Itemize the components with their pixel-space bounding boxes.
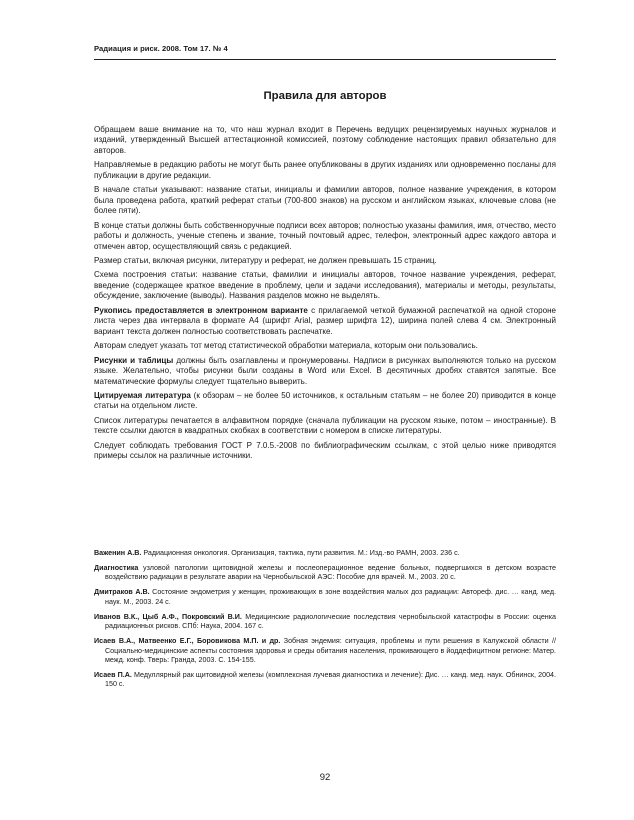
paragraph-text: (к обзорам – не более 50 источников, к остальным статьям – не более 20) приводится в конце статьи на отдельном листе. <box>94 390 556 411</box>
paragraph <box>94 270 556 301</box>
reference-text: Медуллярный рак щитовидной железы (комплексная лучевая диагностика и лечение): Дис. … канд. мед. наук. Обнинск, 2004. 150 с. <box>105 671 556 689</box>
paragraph-text: Список литературы печатается в алфавитном порядке (сначала публикации на русском языке, потом – иностранные). В тексте ссылки даются в квадратных скобках в соответствии с номером в списке литературы. <box>94 415 556 436</box>
reference-item <box>94 671 556 690</box>
paragraph-text: Авторам следует указать тот метод статистической обработки материала, которым они пользовались. <box>94 341 478 351</box>
header-divider <box>94 59 556 60</box>
reference-author: Диагностика <box>94 564 139 572</box>
paragraph-lead: Цитируемая литература <box>94 390 191 400</box>
paragraph-text: В конце статьи должны быть собственноручные подписи всех авторов; полностью указаны фамилия, имя, отчество, место работы и должность, ученые степень и звание, точный почтовый адрес, телефон, электронный адрес каждого автора и отмечен автор, осуществляющий связь с редакцией. <box>94 220 556 251</box>
author-guidelines-text <box>94 125 556 466</box>
reference-text: Состояние эндометрия у женщин, проживающих в зоне воздействия малых доз радиации: Автореф. дис. … канд. мед. наук. М., 2003. 24 с. <box>105 588 557 606</box>
paragraph-text: В начале статьи указывают: название статьи, инициалы и фамилии авторов, полное название учреждения, в котором была проведена работа, краткий реферат статьи (700-800 знаков) на русском и английском языках, ключевые слова (не более пяти). <box>94 185 556 216</box>
paragraph <box>94 391 556 412</box>
paragraph-lead: Рисунки и таблицы <box>94 355 174 365</box>
paragraph <box>94 221 556 252</box>
reference-author: Дмитраков А.В. <box>94 588 150 597</box>
paragraph-text: с прилагаемой четкой бумажной распечаткой на одной стороне листа через два интервала в формате А4 (шрифт Arial, размер шрифта 12), ширина полей слева 4 см. Электронный вариант текста должен полностью соответствовать распечатке. <box>94 305 556 336</box>
reference-author: Важенин А.В. <box>94 549 142 557</box>
reference-text: Радиационная онкология. Организация, тактика, пути развития. М.: Изд.-во РАМН, 2003. 236 с. <box>141 549 460 557</box>
reference-item <box>94 549 556 558</box>
paragraph <box>94 341 556 351</box>
paragraph-lead: Рукопись предоставляется в электронном варианте <box>94 305 308 315</box>
reference-item <box>94 613 556 632</box>
paragraph-text: должны быть озаглавлены и пронумерованы. Надписи в рисунках выполняются только на русском языке. Желательно, чтобы рисунки были созданы в Word или Excel. В десятичных дробях ставятся запятые. Все математические формулы следует тщательно выверить. <box>94 355 556 386</box>
reference-list <box>94 549 556 695</box>
paragraph <box>94 256 556 266</box>
paragraph-text: Размер статьи, включая рисунки, литературу и реферат, не должен превышать 15 страниц. <box>94 255 437 265</box>
page-number: 92 <box>319 772 331 783</box>
paragraph <box>94 160 556 181</box>
journal-header: Радиация и риск. 2008. Том 17. № 4 <box>94 44 228 53</box>
page-title: Правила для авторов <box>263 90 387 102</box>
reference-text: Зобная эндемия: ситуация, проблемы и пути решения в Калужской области //Социально-медицинские аспекты состояния здоровья и среды обитания населения, проживающего в йоддефицитном регионе: Матер. межд. конф. Тверь: Гранда, 2003. С. 154-155. <box>105 637 556 665</box>
paragraph <box>94 306 556 337</box>
reference-item <box>94 564 556 583</box>
reference-author: Исаев В.А., Матвеенко Е.Г., Боровикова М.П. и др. <box>94 637 281 646</box>
reference-author: Исаев П.А. <box>94 671 132 680</box>
paragraph <box>94 185 556 216</box>
paragraph <box>94 416 556 437</box>
reference-item <box>94 637 556 665</box>
paragraph-text: Направляемые в редакцию работы не могут быть ранее опубликованы в других изданиях или одновременно посланы для публикации в другие редакции. <box>94 160 556 180</box>
reference-text: Медицинские радиологические последствия чернобыльской катастрофы в России: оценка радиационных рисков. СПб: Наука, 2004. 167 с. <box>105 612 556 631</box>
reference-text: узловой патологии щитовидной железы и послеоперационное ведение больных, подвергшихся в детском возрасте воздействию радиации в результате аварии на Чернобыльской АЭС: Пособие для врачей. М., 2003. 20 с. <box>105 564 556 582</box>
paragraph-text: Схема построения статьи: название статьи, фамилии и инициалы авторов, точное название учреждения, реферат, введение (содержащее краткое введение в проблему, цели и задачи исследования), материалы и методы, результаты, обсуждение, заключение (выводы). Названия разделов можно не выделять. <box>94 270 556 301</box>
paragraph-text: Обращаем ваше внимание на то, что наш журнал входит в Перечень ведущих рецензируемых научных журналов и изданий, утвержденный Высшей аттестационной комиссией, поэтому соблюдение настоящих правил обязательно для авторов. <box>94 125 556 155</box>
paragraph <box>94 441 556 462</box>
paragraph-text: Следует соблюдать требования ГОСТ Р 7.0.5.-2008 по библиографическим ссылкам, с этой целью ниже приводятся примеры ссылок на различные источники. <box>94 440 556 461</box>
reference-item <box>94 588 556 607</box>
paragraph <box>94 356 556 387</box>
paragraph <box>94 125 556 156</box>
reference-author: Иванов В.К., Цыб А.Ф., Покровский В.И. <box>94 612 242 621</box>
